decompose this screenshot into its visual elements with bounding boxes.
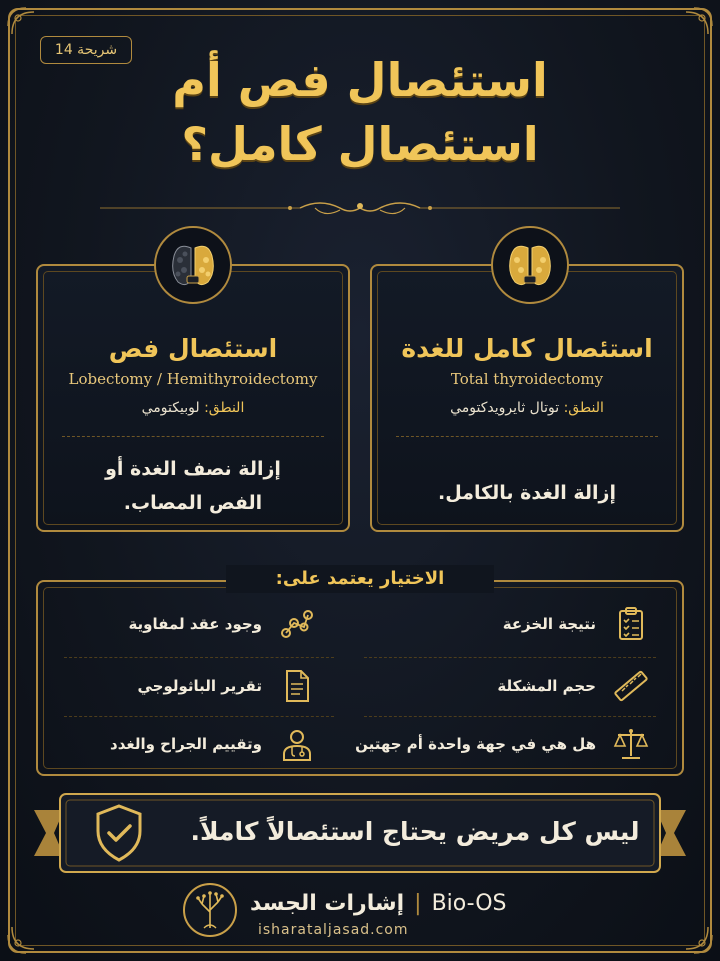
full-thyroid-icon	[491, 226, 569, 304]
description-line-2: الفص المصاب.	[123, 492, 263, 514]
corner-ornament-icon	[680, 6, 714, 40]
shield-check-icon	[86, 800, 152, 866]
row-divider	[364, 657, 656, 658]
card-divider	[62, 436, 324, 437]
card-description: إزالة الغدة بالكامل.	[438, 482, 616, 504]
brand-english: Bio-OS	[431, 890, 507, 916]
lymph-nodes-icon	[274, 604, 320, 644]
card-title: استئصال كامل للغدة	[401, 334, 653, 363]
row-divider	[364, 716, 656, 717]
footer-brand	[250, 888, 507, 918]
corner-ornament-icon	[6, 6, 40, 40]
pronunciation-value: توتال ثايرويدكتومي	[450, 400, 560, 416]
ruler-icon	[608, 666, 654, 706]
card-divider	[396, 436, 658, 437]
card-pronunciation	[38, 400, 348, 416]
factor-surgeon-evaluation	[110, 724, 320, 764]
factor-pathology-report	[137, 666, 320, 706]
slide-number-badge: شريحة 14	[40, 36, 132, 64]
key-message-banner	[34, 790, 686, 876]
factor-label: حجم المشكلة	[497, 677, 596, 695]
card-english-term: Lobectomy / Hemithyroidectomy	[68, 370, 318, 388]
brand-separator: |	[414, 890, 422, 916]
key-message-text: ليس كل مريض يحتاج استئصالاً كاملاً.	[190, 817, 640, 846]
row-divider	[64, 716, 334, 717]
brand-arabic: إشارات الجسد	[250, 890, 405, 916]
description-line-1: إزالة نصف الغدة أو	[105, 458, 281, 480]
factor-problem-size	[497, 666, 654, 706]
card-english-term: Total thyroidectomy	[450, 370, 604, 388]
corner-ornament-icon	[680, 921, 714, 955]
website-url[interactable]: isharataljasad.com	[258, 922, 409, 938]
card-description	[54, 452, 332, 520]
factor-lymph-nodes	[128, 604, 320, 644]
pronunciation-label: النطق:	[563, 400, 604, 416]
pronunciation-value: لوبيكتومي	[141, 400, 200, 416]
factor-label: وجود عقد لمفاوية	[128, 615, 262, 633]
scales-icon	[608, 724, 654, 764]
row-divider	[64, 657, 334, 658]
ornamental-divider-icon	[100, 196, 620, 220]
factor-biopsy-result	[503, 604, 654, 644]
factor-label: وتقييم الجراح والغدد	[110, 735, 262, 753]
tree-logo-icon	[182, 882, 238, 938]
pronunciation-label: النطق:	[204, 400, 245, 416]
decision-factors-heading: الاختيار يعتمد على:	[226, 565, 494, 593]
document-icon	[274, 666, 320, 706]
title-line-1: استئصال فص أم	[172, 53, 548, 107]
factor-label: هل هي في جهة واحدة أم جهتين	[355, 735, 596, 753]
title-line-2: استئصال كامل؟	[181, 117, 539, 171]
card-title: استئصال فص	[108, 334, 278, 363]
half-thyroid-icon	[154, 226, 232, 304]
card-pronunciation	[372, 400, 682, 416]
factor-label: تقرير الباثولوجي	[137, 677, 262, 695]
factor-label: نتيجة الخزعة	[502, 615, 596, 633]
corner-ornament-icon	[6, 921, 40, 955]
doctor-icon	[274, 724, 320, 764]
factor-one-or-both-sides	[355, 724, 654, 764]
clipboard-checklist-icon	[608, 604, 654, 644]
page-title	[60, 48, 660, 176]
